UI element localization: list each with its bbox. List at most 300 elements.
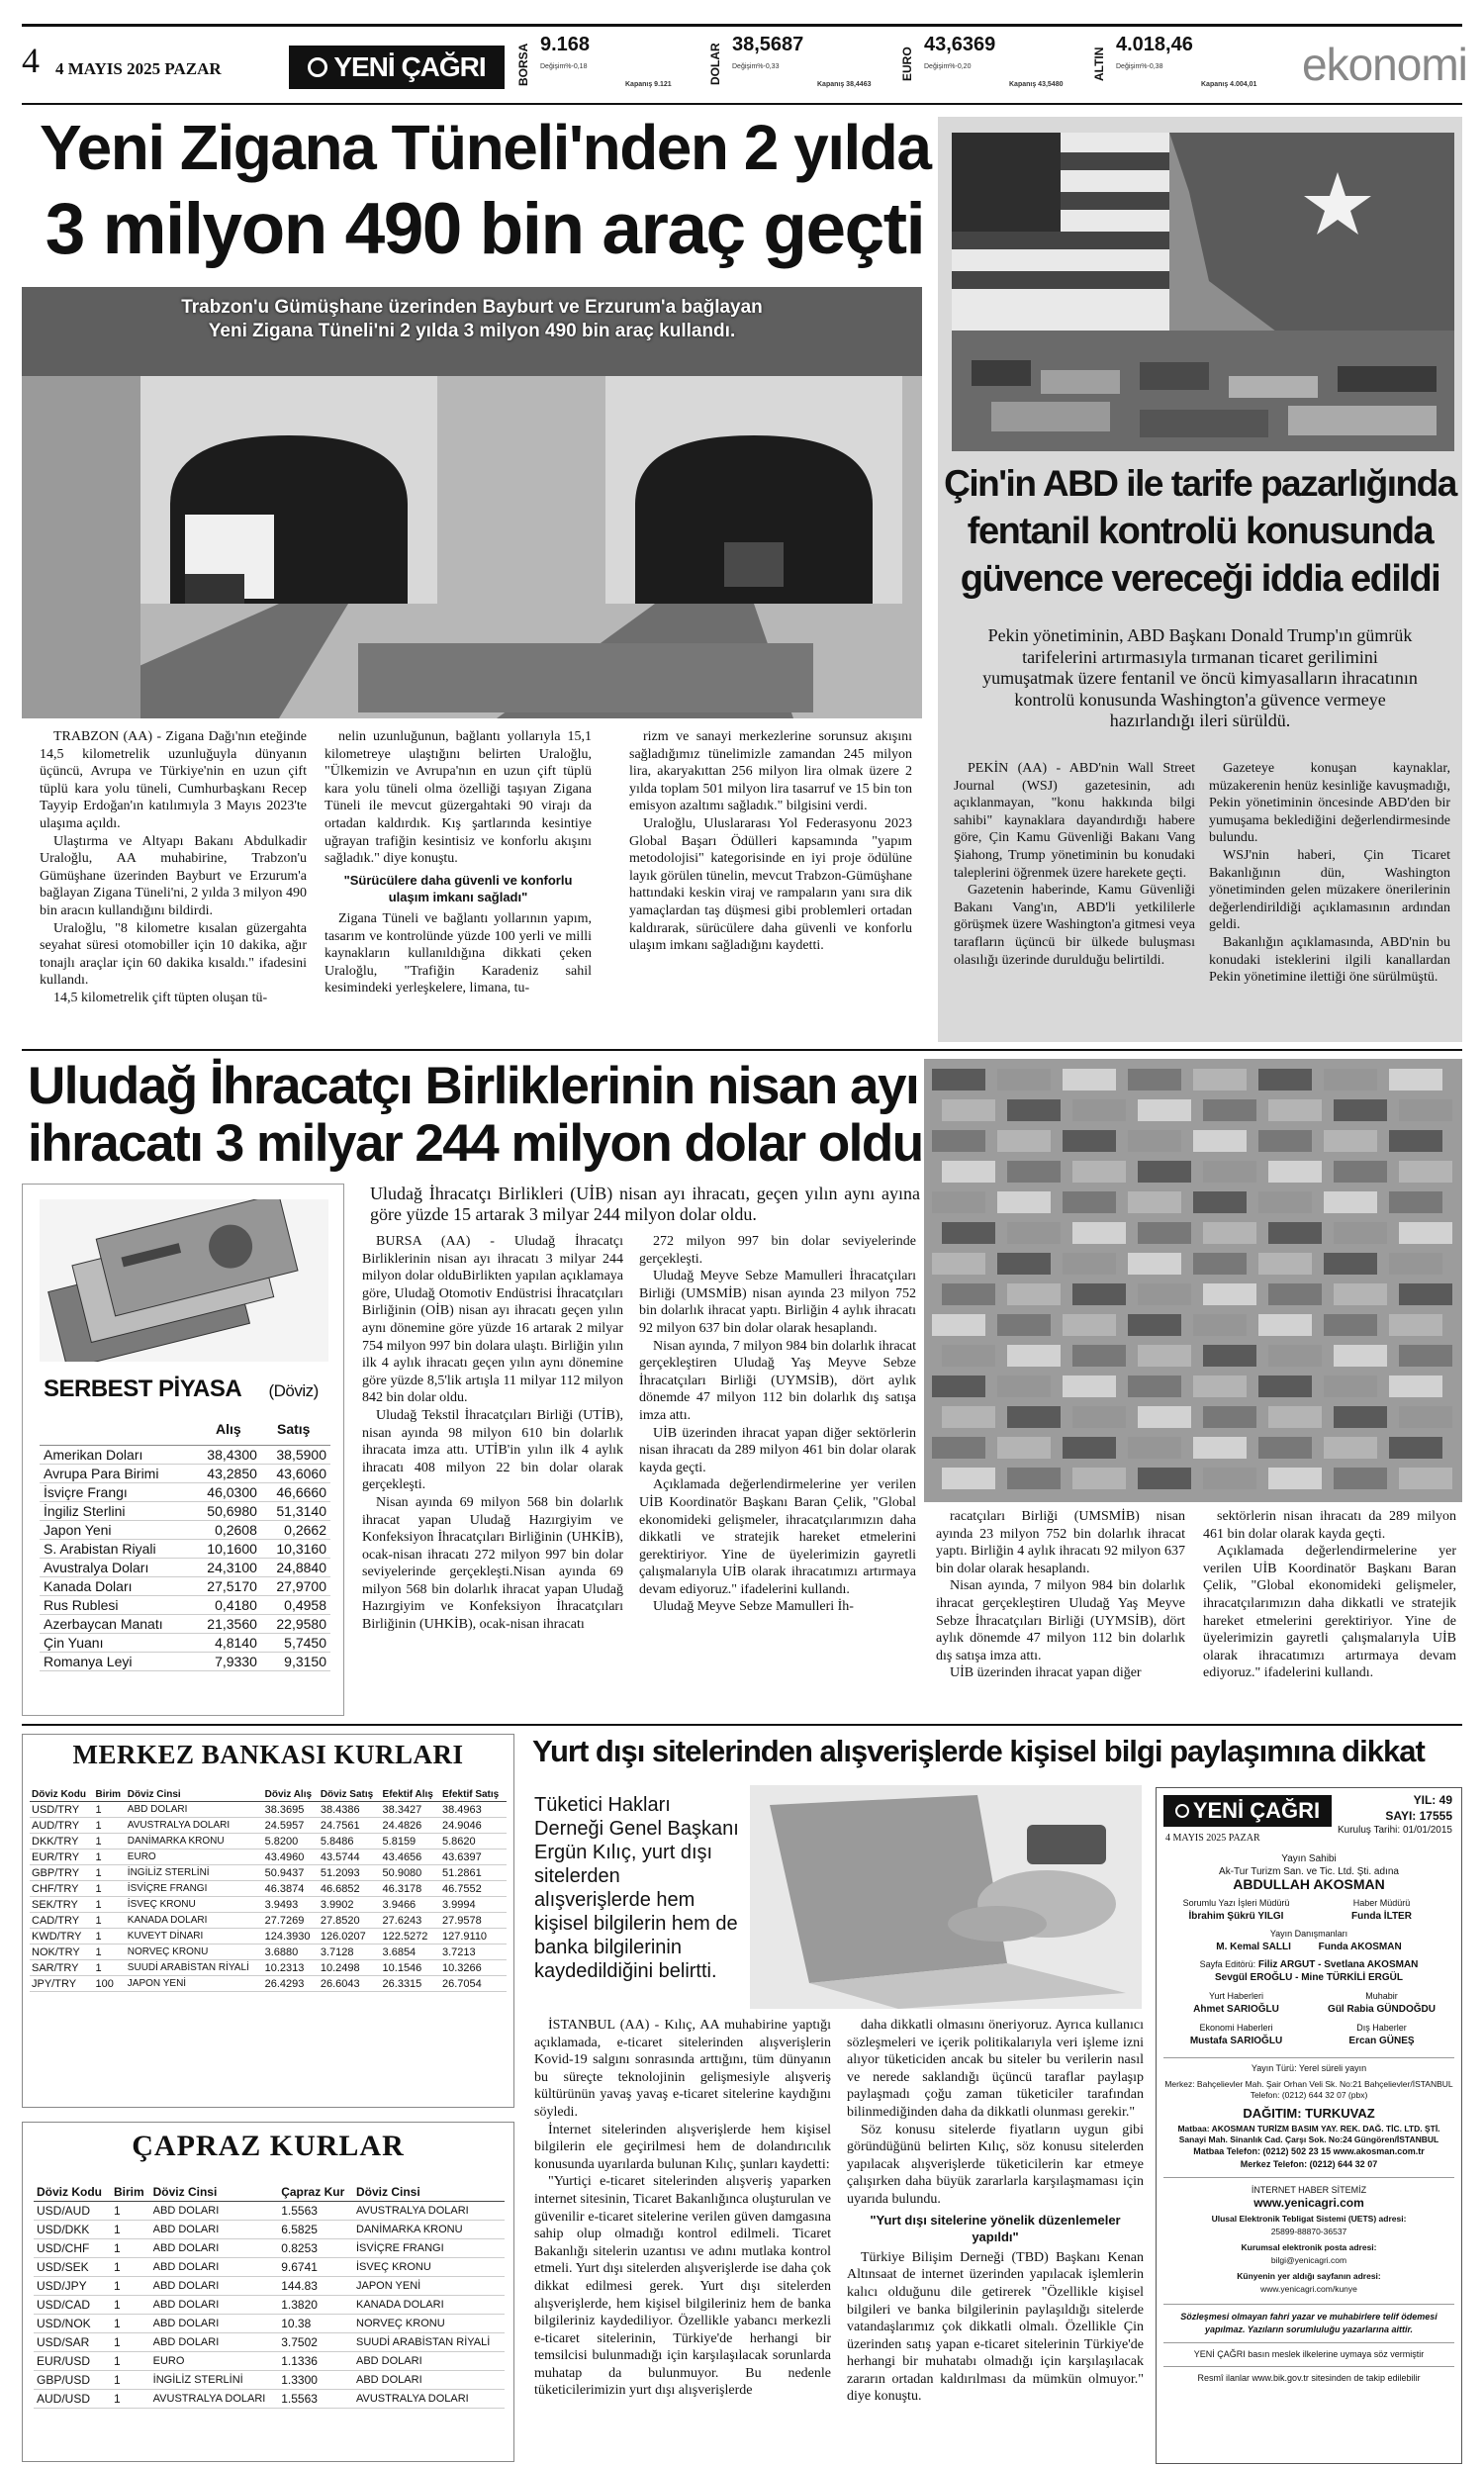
container-stack (1138, 1283, 1191, 1305)
mb-cell: 1 (95, 1914, 102, 1927)
container-stack (932, 1191, 985, 1213)
cr-row (34, 2277, 505, 2296)
buy-rate: 10,1600 (207, 1541, 257, 1557)
uludag-col-1: BURSA (AA) - Uludağ İhracatçı Birliklerinin nisan ayı ihracatı 3 milyar 244 milyon dolar olduBirlikten yapılan açıklamaya göre, Uludağ Otomotiv Endüstrisi İhracatçıları Birliğinin (OİB) nisan ayı ihracatı geçen yılın aynı dönemine göre yüzde 16 artarak 2 milyar 754 milyon 997 bin dolara ulaştı. Birliğin yılın ilk 4 aylık ihracatı geçen yılın aynı dönemine göre yüzde 8,5'lik artışla 11 milyar 112 milyon 842 bin dolar oldu. Uludağ Tekstil İhracatçıları Birliği (UTİB), nisan ayında 98 milyon 610 bin dolarlık ihracata imza attı. UTİB'in yılın ilk 4 aylık ihracatı 408 milyon 22 bin dolar olarak gerçekleşti. Nisan ayında 69 milyon 568 bin dolarlık ihracat yapan Uludağ Hazırgiyim ve Konfeksiyon İhracatçıları Birliğinin (UHKİB), ocak-nisan ihracatı 272 milyon 997 bin dolar seviyelerinde gerçekleşti.Nisan ayında 69 milyon 568 bin dolarlık ihracat yapan Uludağ Hazırgiyim ve Konfeksiyon İhracatçıları Birliğinin (UHKİB), ocak-nisan ihracatı (362, 1234, 623, 1633)
header-logo (289, 46, 505, 89)
serbest-piyasa-subtitle: (Döviz) (268, 1381, 319, 1400)
imprint-logo (1163, 1795, 1332, 1827)
piyasa-row (40, 1521, 330, 1540)
cr-cell: NORVEÇ KRONU (356, 2318, 445, 2329)
container-stack (1268, 1161, 1322, 1183)
mb-cell: 1 (95, 1930, 102, 1943)
container-stack (1399, 1283, 1452, 1305)
container-stack (1258, 1191, 1312, 1213)
mb-cell: İSVEÇ KRONU (127, 1899, 196, 1910)
container-stack (1258, 1130, 1312, 1152)
cr-cell: 1.5563 (281, 2204, 318, 2218)
cr-cell: ABD DOLARI (152, 2280, 220, 2292)
serbest-piyasa-table (40, 1445, 330, 1671)
cr-header-cell: Döviz Cinsi (353, 2183, 505, 2202)
container-stack (1138, 1406, 1191, 1428)
container-stack (932, 1253, 985, 1275)
mb-cell: 38.4386 (320, 1803, 360, 1816)
container-stack (1324, 1191, 1377, 1213)
cr-header-cell: Birim (111, 2183, 150, 2202)
cr-cell: EURO (152, 2355, 185, 2367)
container-stack (1258, 1069, 1312, 1091)
container-stack (1063, 1191, 1116, 1213)
cr-cell: ABD DOLARI (152, 2299, 220, 2311)
container-stack (1268, 1406, 1322, 1428)
piyasa-row (40, 1465, 330, 1483)
r2-l-label: Yurt Haberleri (1208, 1991, 1264, 2001)
mb-cell: 27.8520 (320, 1914, 360, 1927)
mb-cell: 43.4656 (382, 1850, 422, 1863)
piyasa-row (40, 1540, 330, 1559)
mb-cell: 10.1546 (382, 1961, 422, 1974)
email[interactable]: bilgi@yenicagri.com (1270, 2255, 1347, 2265)
board-label: Yayın Danışmanları (1269, 1929, 1348, 1939)
container-stack (1268, 1468, 1322, 1489)
dist: TURKUVAZ (1305, 2106, 1375, 2121)
mb-cell: KUVEYT DİNARI (127, 1931, 204, 1942)
mb-cell: 3.9994 (441, 1898, 476, 1911)
container-stack (942, 1345, 995, 1367)
container-stack (1193, 1314, 1247, 1336)
container-stack (1063, 1130, 1116, 1152)
china-headline-3: güvence vereceği iddia edildi (960, 558, 1440, 600)
china-headline-1: Çin'in ABD ile tarife pazarlığında (944, 463, 1456, 504)
serbest-piyasa-title-text: SERBEST PİYASA (44, 1375, 241, 1402)
r3-r-label: Dış Haberler (1356, 2023, 1407, 2033)
mb-cell: 1 (95, 1945, 102, 1958)
mb-cell: 3.7213 (441, 1945, 476, 1958)
cr-cell: 6.5825 (281, 2223, 318, 2236)
owner-label: Yayın Sahibi (1281, 1853, 1337, 1864)
container-stack (942, 1406, 995, 1428)
mb-row (30, 1913, 507, 1929)
cr-header-cell: Döviz Kodu (34, 2183, 111, 2202)
cr-cell: USD/AUD (37, 2204, 91, 2218)
piyasa-row (40, 1502, 330, 1521)
mb-cell: 24.9046 (441, 1819, 482, 1832)
container-stack (1258, 1437, 1312, 1459)
container-stack (1138, 1222, 1191, 1244)
container-stack (1128, 1314, 1181, 1336)
buy-rate: 50,6980 (207, 1503, 257, 1519)
ticker-altin: ALTIN 4.018,46 Değişim%-0,38 Kapanış 4.004,01 (1092, 34, 1257, 88)
currency-name: S. Arabistan Riyali (44, 1541, 156, 1557)
container-stack (1389, 1314, 1442, 1336)
sell-rate: 43,6060 (276, 1466, 326, 1481)
mb-cell: 1 (95, 1898, 102, 1911)
piyasa-row (40, 1596, 330, 1615)
container-stack (1007, 1283, 1061, 1305)
type-label: Yayın Türü: Yerel süreli yayın (1163, 2057, 1454, 2075)
sell-rate: 27,9700 (276, 1578, 326, 1594)
zigana-tunnel-photo (22, 287, 922, 718)
mb-cell: 100 (95, 1977, 114, 1990)
mb-cell: 127.9110 (441, 1930, 488, 1943)
shopping-lead: Tüketici Hakları Derneği Genel Başkanı Ergün Kılıç, yurt dışı sitelerden alışverişlerde hem kişisel bilgilerin hem de banka bilgilerinin kaydedildiğini belirtti. (534, 1794, 739, 1982)
capraz-kurlar-table (34, 2183, 505, 2409)
container-stack (1128, 1437, 1181, 1459)
container-stack (1268, 1099, 1322, 1121)
cr-cell: 1 (113, 2392, 121, 2406)
cr-cell: 1 (113, 2373, 121, 2387)
mb-cell: 27.9578 (441, 1914, 482, 1927)
container-stack (1128, 1130, 1181, 1152)
currency-name: İsviçre Frangı (44, 1484, 128, 1500)
container-stack (1072, 1283, 1126, 1305)
mb-header-cell: Döviz Kodu (30, 1787, 93, 1802)
mb-cell: 5.8620 (441, 1835, 476, 1848)
container-stack (997, 1314, 1051, 1336)
mb-cell: 50.9437 (264, 1866, 305, 1879)
container-stack (1128, 1069, 1181, 1091)
mb-header-cell: Efektif Satış (440, 1787, 507, 1802)
cr-cell: AVUSTRALYA DOLARI (152, 2393, 266, 2405)
owner-name: ABDULLAH AKOSMAN (1233, 1876, 1385, 1892)
cr-cell: İSVEÇ KRONU (356, 2261, 431, 2273)
social[interactable]: www.yenicagri.com/kunye (1260, 2284, 1357, 2294)
col-buy: Alış (216, 1421, 241, 1437)
address: Merkez: Bahçelievler Mah. Şair Orhan Veli Sk. No:21 Bahçelievler/İSTANBUL Telefon: (0212) 644 32 07 (pbx) (1164, 2079, 1453, 2100)
cr-header-cell: Döviz Cinsi (150, 2183, 279, 2202)
cr-row (34, 2296, 505, 2315)
owner: Ak-Tur Turizm San. ve Tic. Ltd. Şti. adına (1219, 1866, 1399, 1877)
mb-row (30, 1834, 507, 1850)
board: M. Kemal SALLI Funda AKOSMAN (1216, 1942, 1402, 1952)
container-stack (1258, 1253, 1312, 1275)
container-stack (1138, 1345, 1191, 1367)
mb-cell: 38.3695 (264, 1803, 305, 1816)
mb-row (30, 1802, 507, 1818)
mb-row (30, 1865, 507, 1881)
piyasa-row (40, 1559, 330, 1577)
container-stack (1128, 1253, 1181, 1275)
shopping-col-1: İSTANBUL (AA) - Kılıç, AA muhabirine yaptığı açıklamada, e-ticaret sitelerinden alışverişlerin Kovid-19 salgını sonrasında arttığını, tüm dünyanın bu süreçte teknolojinin gelişmesiyle alışveriş kültürünün yavaş yavaş e-ticaret sitelerine kaydığını söyledi. İnternet sitelerinden alışverişlerde hem kişisel bilgilerin ele geçirilmesi hem de dolandırıcılık konusunda uyarılarda bulunan Kılıç, şunları kaydetti: "Yurtiçi e-ticaret sitelerinden alışveriş yaparken internet sitesinin, Ticaret Bakanlığınca oluşturulan ve güvenilir e-ticaret sitelerine verilen güven damgasına sahip olup olmadığı kontrol edilmeli. Ticaret Bakanlığı sitelerin uzantısı ve adını mutlaka kontrol etmeli. Yurt dışı sitelerden alışverişlerde ise daha çok dikkat edilmesi gerek. Yurt dışı sitelerden alışverişlerde, hem kişisel bilgileriniz hem de banka bilgileriniz kaydediliyor. Özellikle yabancı merkezli e-ticaret sitelerinin, Türkiye'de herhangi bir temsilcisi bulunmadığı için karşılaşılacak sorunlarda muhatap da bulunmuyor. Bu nedenle tüketicilerimizin yurt dışı alışverişlerde (534, 2018, 831, 2399)
mb-cell: NORVEÇ KRONU (127, 1946, 209, 1957)
cr-cell: 1 (113, 2298, 121, 2312)
china-col-2: Gazeteye konuşan kaynaklar, müzakerenin henüz kesinliğe kavuşmadığı, Pekin yönetiminin öncesinde ABD'den bir yumuşama beklediğini değerlendirmesinde bulundu. WSJ'nin haberi, Çin Ticaret Bakanlığının dün, Washington yönetiminden gelen müzakere önerilerinin değerlendirildiği açıklamasının ardından geldi. Bakanlığın açıklamasında, ABD'nin bu konudaki isteklerini ilgili kanallardan Pekin yönetimine ilettiği öne sürülmüştü. (1209, 761, 1450, 986)
cr-cell: AVUSTRALYA DOLARI (356, 2205, 469, 2217)
container-stack (997, 1130, 1051, 1152)
container-stack (1128, 1375, 1181, 1397)
sell-rate: 10,3160 (276, 1541, 326, 1557)
mb-row (30, 1944, 507, 1960)
laptop-photo (750, 1785, 1142, 2009)
mb-cell: SUUDİ ARABİSTAN RİYALİ (127, 1962, 249, 1973)
currency-name: Rus Rublesi (44, 1597, 119, 1613)
mb-cell: 1 (95, 1882, 102, 1895)
cr-cell: ABD DOLARI (152, 2224, 220, 2235)
mb-header-cell: Döviz Satış (319, 1787, 381, 1802)
r3-l: Mustafa SARIOĞLU (1189, 2036, 1283, 2046)
buy-rate: 38,4300 (207, 1447, 257, 1463)
mb-cell: 3.6854 (382, 1945, 417, 1958)
editors: Filiz ARGUT - Svetlana AKOSMAN (1257, 1959, 1419, 1970)
uludag-col-4: sektörlerin nisan ihracatı da 289 milyon 461 bin dolar olarak kayda geçti. Açıklamada değerlendirmelerine yer verilen UİB Koordinatör Başkanı Baran Çelik, "Global ekonomideki gelişmeler, ihracatçılarımızın daha dikkatli ve stratejik hareket etmelerini gerektiriyor. Yine de üyelerimizin gayretli çalışmalarıyla UİB olarak ihracatımızı artırmaya devam ediyoruz." ifadelerini kullandı. (1203, 1509, 1456, 1681)
cr-cell: 1 (113, 2204, 121, 2218)
cr-cell: ABD DOLARI (152, 2318, 220, 2329)
cr-cell: 1.1336 (281, 2354, 318, 2368)
mb-cell: 126.0207 (320, 1930, 366, 1943)
cr-row (34, 2239, 505, 2258)
shopping-subhead: "Yurt dışı sitelerine yönelik düzenlemeler yapıldı" (870, 2212, 1121, 2245)
container-stack (1389, 1191, 1442, 1213)
mb-cell: 51.2861 (441, 1866, 482, 1879)
mb-header-cell: Efektif Alış (381, 1787, 440, 1802)
sell-rate: 46,6660 (276, 1484, 326, 1500)
cr-cell: DANİMARKA KRONU (356, 2224, 463, 2235)
cr-cell: ABD DOLARI (152, 2205, 220, 2217)
china-headline-2: fentanil kontrolü konusunda (967, 511, 1434, 552)
container-stack (1334, 1099, 1387, 1121)
mb-cell: EUR/TRY (32, 1850, 80, 1863)
container-stack (1268, 1222, 1322, 1244)
mb-cell: 24.7561 (320, 1819, 360, 1832)
container-stack (1193, 1375, 1247, 1397)
sell-rate: 0,2662 (284, 1522, 326, 1538)
mb-cell: CHF/TRY (32, 1882, 79, 1895)
mb-cell: 27.7269 (264, 1914, 305, 1927)
uludag-headline-2: ihracatı 3 milyar 244 milyon dolar oldu (28, 1114, 923, 1173)
container-stack (1063, 1314, 1116, 1336)
container-stack (1138, 1468, 1191, 1489)
cr-cell: ABD DOLARI (356, 2374, 422, 2386)
buy-rate: 27,5170 (207, 1578, 257, 1594)
container-stack (1007, 1222, 1061, 1244)
cr-cell: USD/DKK (37, 2223, 90, 2236)
currency-name: Amerikan Doları (44, 1447, 143, 1463)
mb-cell: AVUSTRALYA DOLARI (127, 1820, 231, 1831)
mb-cell: GBP/TRY (32, 1866, 80, 1879)
mb-cell: 3.6880 (264, 1945, 299, 1958)
cr-row (34, 2390, 505, 2409)
container-stack (1399, 1222, 1452, 1244)
cr-cell: 1.3820 (281, 2298, 318, 2312)
cr-row (34, 2371, 505, 2390)
mb-cell: 43.5744 (320, 1850, 360, 1863)
container-stack (942, 1222, 995, 1244)
container-stack (997, 1191, 1051, 1213)
container-stack (997, 1069, 1051, 1091)
mb-row (30, 1929, 507, 1944)
merkez-bankasi-table (30, 1787, 507, 1992)
buy-rate: 46,0300 (207, 1484, 257, 1500)
mb-cell: EURO (127, 1851, 156, 1862)
cr-cell: USD/JPY (37, 2279, 87, 2293)
container-stack (1007, 1468, 1061, 1489)
r2-l: Ahmet SARIOĞLU (1193, 2004, 1279, 2015)
editors2: Sevgül EROĞLU - Mine TÜRKİLİ ERGÜL (1214, 1972, 1403, 1983)
container-stack (1063, 1437, 1116, 1459)
piyasa-row (40, 1446, 330, 1465)
currency-name: Japon Yeni (44, 1522, 112, 1538)
uludag-lead: Uludağ İhracatçı Birlikleri (UİB) nisan ayı ihracatı, geçen yılın aynı ayına göre yüzde 15 artarak 3 milyar 244 milyon dolar oldu. (370, 1184, 920, 1224)
china-lead: Pekin yönetiminin, ABD Başkanı Donald Trump'ın gümrük tarifelerini artırmasıyla tırmanan ticaret gerilimini yumuşatmak üzere fentanil ve öncü kimyasalların ihracatının kontrolü konusunda Washington'a güvence vermeye hazırlandığı ileri sürüldü. (982, 625, 1418, 730)
piyasa-row (40, 1634, 330, 1653)
container-stack (932, 1069, 985, 1091)
editors-label: Sayfa Editörü: (1199, 1959, 1256, 1969)
currency-name: Kanada Doları (44, 1578, 133, 1594)
zigana-headline-1: Yeni Zigana Tüneli'nden 2 yılda (40, 112, 931, 183)
mb-cell: 1 (95, 1850, 102, 1863)
email-label: Kurumsal elektronik posta adresi: (1241, 2242, 1377, 2252)
mb-cell: İNGİLİZ STERLİNİ (127, 1867, 210, 1878)
container-stack (997, 1375, 1051, 1397)
container-stack (1389, 1069, 1442, 1091)
zigana-col-2: nelin uzunluğunun, bağlantı yollarıyla 15,1 kilometreye ulaştığını belirten Uraloğlu, "Ülkemizin ve Avrupa'nın en uzun çift tüplü kara yolu tüneli olma özelliği taşıyan Zigana Tüneli ile mevcut güzergahtaki 90 virajı da ortadan kaldırdık. Kış şartlarında kesintiye uğrayan trafiğin kesintisiz ve konforlu akışını sağladık." diye konuştu. "Sürücülere daha güvenli ve konforlu ulaşım imkanı sağladı" Zigana Tüneli ve bağlantı yollarının yapım, tasarım ve kontrolünde yüzde 100 yerli ve milli kaynakların kullanıldığına dikkati çeken Uraloğlu, "Trafiğin Karadeniz sahil kesimindeki yerleşkelere, limana, tu- (325, 729, 592, 996)
r3-l-label: Ekonomi Haberleri (1199, 2023, 1273, 2033)
container-stack (1007, 1345, 1061, 1367)
container-stack (942, 1283, 995, 1305)
r1-l-label: Sorumlu Yazı İşleri Müdürü (1182, 1898, 1290, 1908)
cr-row (34, 2315, 505, 2333)
container-stack (1193, 1191, 1247, 1213)
container-stack (1334, 1345, 1387, 1367)
container-stack (932, 1437, 985, 1459)
mb-cell: 10.2313 (264, 1961, 305, 1974)
r3-r: Ercan GÜNEŞ (1348, 2036, 1415, 2046)
mb-cell: 5.8200 (264, 1835, 299, 1848)
container-stack (1389, 1130, 1442, 1152)
imprint-logo-text: YENİ ÇAĞRI (1192, 1798, 1321, 1823)
mb-cell: 122.5272 (382, 1930, 428, 1943)
cr-row (34, 2221, 505, 2239)
mb-cell: 46.3178 (382, 1882, 422, 1895)
piyasa-row (40, 1615, 330, 1634)
container-stack (1203, 1345, 1256, 1367)
cr-cell: 0.8253 (281, 2241, 318, 2255)
container-stack (1334, 1468, 1387, 1489)
mb-cell: 1 (95, 1961, 102, 1974)
container-stack (1007, 1406, 1061, 1428)
cr-cell: 1 (113, 2317, 121, 2330)
cr-row (34, 2202, 505, 2221)
center-tel: Merkez Telefon: (0212) 644 32 07 (1240, 2159, 1378, 2169)
col-sell: Satış (277, 1421, 311, 1437)
buy-rate: 21,3560 (207, 1616, 257, 1632)
container-stack (1258, 1375, 1312, 1397)
currency-name: İngiliz Sterlini (44, 1503, 126, 1519)
mb-cell: 26.6043 (320, 1977, 360, 1990)
container-stack (1399, 1161, 1452, 1183)
shopping-col-2: daha dikkatli olmasını öneriyoruz. Ayrıca kullanıcı sözleşmeleri ve içerik politikalarıyla veri işleme izni alıyor tüketiciden ancak bu siteler bu verilerin nasıl ve nerede saklandığı üçüncü taraflar paylaşıp paylaşmadı çoğu zaman tüketiciler tarafından bilinmediğinden daha da dikkatli olunması gerekir." Söz konusu sitelerde fiyatların uygun gibi göründüğünü belirten Kılıç, söz konusu sitelerden yapılacak alışverişlerde tüketicilerin kar etmeye çalışırken daha büyük zararlarla karşılaşmaması için uyarıda bulundu. "Yurt dışı sitelerine yönelik düzenlemeler yapıldı" Türkiye Bilişim Derneği (TBD) Başkanı Kenan Altınsaat de internet üzerinden yapılacak işlemlerin kalıcı olduğunu dile getirerek "Özellikle kişisel bilgileri ve banka bilgilerinin paylaşıldığı sitelerde vatandaşlarımız çok dikkatli olmalı. Özellikle Çin üzerinden satış yapan e-ticaret sitelerinin Türkiye'de herhangi bir muhatabı olmadığı için karşılaşılacak zararın ortadan kaldırılması da mümkün olmuyor." diye konuştu. (847, 2018, 1144, 2405)
mb-cell: 3.9493 (264, 1898, 299, 1911)
container-stack (1007, 1161, 1061, 1183)
mb-cell: 26.4293 (264, 1977, 305, 1990)
mb-cell: 51.2093 (320, 1866, 360, 1879)
cr-cell: KANADA DOLARI (356, 2299, 444, 2311)
container-stack (1324, 1069, 1377, 1091)
bik: Resmî ilanlar www.bik.gov.tr sitesinden de takip edilebilir (1163, 2366, 1454, 2385)
container-stack (1334, 1222, 1387, 1244)
mb-cell: NOK/TRY (32, 1945, 80, 1958)
cr-cell: USD/NOK (37, 2317, 91, 2330)
buy-rate: 43,2850 (207, 1466, 257, 1481)
container-stack (997, 1437, 1051, 1459)
mb-cell: 1 (95, 1819, 102, 1832)
currency-name: Avustralya Doları (44, 1560, 149, 1575)
mb-cell: AUD/TRY (32, 1819, 80, 1832)
container-stack (1072, 1406, 1126, 1428)
piyasa-row (40, 1653, 330, 1671)
mb-cell: 1 (95, 1803, 102, 1816)
mb-cell: JPY/TRY (32, 1977, 77, 1990)
china-col-1: PEKİN (AA) - ABD'nin Wall Street Journal (WSJ) gazetesinin, adı açıklanmayan, "konu hakkında bilgi sahibi" kaynaklara dayandırdığı habere göre, Çin Kamu Güvenliği Bakanı Vang Şiahong, Trump yönetiminin bu konudaki taleplerini öğrenmek üzere harekete geçti. Gazetenin haberinde, Kamu Güvenliği Bakanı Vang'ın, ABD'li yetkililerle görüşmek üzere Washington'a gitmesi veya tarafların üçüncü bir ülkede buluşması olasılığı üzerinde durulduğu belirtildi. (954, 761, 1195, 968)
cr-row (34, 2333, 505, 2352)
mb-cell: 5.8159 (382, 1835, 417, 1848)
container-stack (997, 1253, 1051, 1275)
cr-cell: SUUDİ ARABİSTAN RİYALİ (356, 2336, 491, 2348)
cr-cell: ABD DOLARI (356, 2355, 422, 2367)
r2-r-label: Muhabir (1365, 1991, 1398, 2001)
mb-cell: 5.8486 (320, 1835, 354, 1848)
print-tel: Matbaa Telefon: (0212) 502 23 15 www.akosman.com.tr (1193, 2146, 1425, 2156)
mb-cell: 24.4826 (382, 1819, 422, 1832)
cr-cell: 1 (113, 2354, 121, 2368)
container-stack (932, 1314, 985, 1336)
cr-cell: 1 (113, 2260, 121, 2274)
cr-cell: 9.6741 (281, 2260, 318, 2274)
uets: 25899-88870-36537 (1270, 2227, 1347, 2236)
container-port-photo (924, 1059, 1462, 1502)
mb-cell: 3.9466 (382, 1898, 417, 1911)
cr-header-cell: Çapraz Kur (278, 2183, 353, 2202)
currency-name: Azerbaycan Manatı (44, 1616, 163, 1632)
mb-row (30, 1976, 507, 1992)
container-stack (1072, 1468, 1126, 1489)
container-stack (1063, 1069, 1116, 1091)
imprint-date: 4 MAYIS 2025 PAZAR (1165, 1833, 1260, 1844)
container-stack (1063, 1375, 1116, 1397)
mb-cell: 26.7054 (441, 1977, 482, 1990)
web[interactable]: www.yenicagri.com (1253, 2196, 1364, 2210)
mb-cell: 46.7552 (441, 1882, 482, 1895)
sell-rate: 24,8840 (276, 1560, 326, 1575)
container-stack (1258, 1314, 1312, 1336)
cr-cell: 1 (113, 2241, 121, 2255)
mb-cell: USD/TRY (32, 1803, 80, 1816)
mb-cell: 26.3315 (382, 1977, 422, 1990)
cr-cell: USD/CAD (37, 2298, 91, 2312)
container-stack (942, 1161, 995, 1183)
cr-row (34, 2352, 505, 2371)
r1-r: Funda İLTER (1351, 1911, 1412, 1922)
mb-header-cell: Döviz Cinsi (126, 1787, 263, 1802)
container-stack (1128, 1191, 1181, 1213)
container-stack (1268, 1283, 1322, 1305)
sell-rate: 22,9580 (276, 1616, 326, 1632)
mb-cell: CAD/TRY (32, 1914, 80, 1927)
container-stack (1389, 1437, 1442, 1459)
mb-row (30, 1881, 507, 1897)
container-stack (932, 1130, 985, 1152)
zigana-photo-caption-1: Trabzon'u Gümüşhane üzerinden Bayburt ve Erzurum'a bağlayan (181, 297, 763, 318)
cr-cell: USD/SEK (37, 2260, 89, 2274)
container-stack (1324, 1130, 1377, 1152)
buy-rate: 24,3100 (207, 1560, 257, 1575)
cr-cell: 1 (113, 2279, 121, 2293)
zigana-subhead: "Sürücülere daha güvenli ve konforlu ulaşım imkanı sağladı" (343, 872, 573, 905)
uets-label: Ulusal Elektronik Tebligat Sistemi (UETS) adresi: (1211, 2214, 1407, 2224)
sell-rate: 0,4958 (284, 1597, 326, 1613)
cr-cell: 10.38 (281, 2317, 312, 2330)
container-stack (1334, 1161, 1387, 1183)
container-stack (1389, 1253, 1442, 1275)
